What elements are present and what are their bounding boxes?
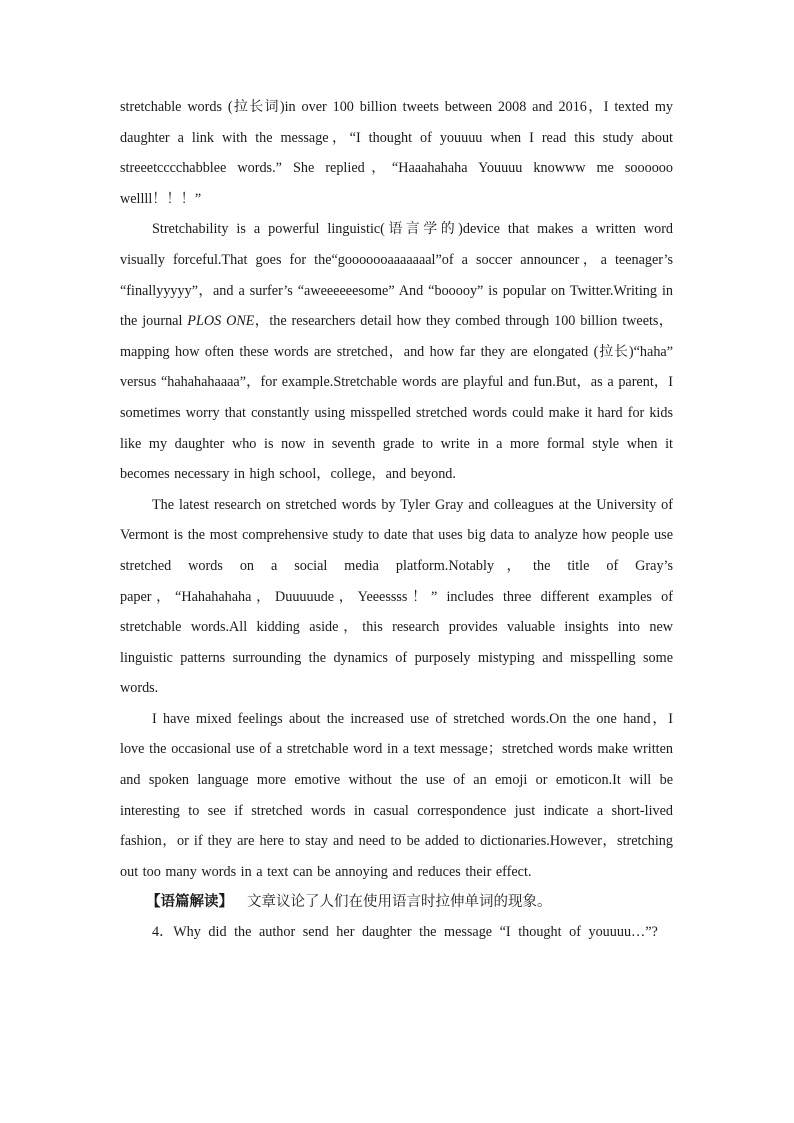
question-4: 4．Why did the author send her daughter the message “I thought of youuuu…”? [152,924,658,941]
chinese-gloss: 拉长 [598,343,629,360]
text-segment: )“haha” versus “hahahahaaaa”，for example.Stretchable words are playful and fun.But，as a parent，I sometimes worry that constantly using misspelled stretched words could make it hard for kids like my daughter who is now in seventh grade to write in a more formal style when it becomes necessary in high school，college，and beyond. [120,343,674,483]
text-segment: )device that makes a written word visually forceful.That goes for the“gooooooaaaaaaal”of a soccer announcer，a teenager’s “finallyyyyy”，and a surfer’s “aweeeeeesome” And “booooy” is popular on Twitter.Writing in the journal [120,221,674,330]
document-page [120,92,673,948]
passage [120,92,673,887]
text-segment: I have mixed feelings about the increased use of stretched words.On the one hand，I love the occasional use of a stretchable word in a text message；stretched words make written and spoken language more emotive without the use of an emoji or emoticon.It will be interesting to see if stretched words in casual correspondence just indicate a short-lived fashion，or if they are here to stay and need to be added to dictionaries.However，stretching out too many words in a text can be annoying and reduces their effect. [120,710,673,880]
passage-summary [120,887,673,917]
text-segment: stretchable words ( [120,99,233,115]
paragraph-2 [120,214,673,489]
paragraph-4 [120,704,673,888]
chinese-gloss: 拉长词 [232,99,280,115]
text-segment: Stretchability is a powerful linguistic( [152,221,385,238]
chinese-gloss: 语言学的 [384,221,459,238]
text-segment: ，the researchers detail how they combed through 100 billion tweets，mapping how often these words are stretched，and how far they are elongated ( [120,313,673,360]
summary-text: 文章议论了人们在使用语言时拉伸单词的现象。 [247,894,552,911]
paragraph-3 [120,490,673,704]
journal-name: PLOS ONE [187,313,255,330]
text-segment: The latest research on stretched words by Tyler Gray and colleagues at the University of Vermont is the most comprehensive study to date that uses big data to analyze how people use stretched words on a social media platform.Notably，the title of Gray’s paper，“Hahahahaha，Duuuuude，Yeeessss！” includes three different examples of stretchable words.All kidding aside，this research provides valuable insights into new linguistic patterns surrounding the dynamics of purposely mistyping and misspelling some words. [120,496,673,697]
paragraph-1 [120,92,673,214]
summary-tag: 【语篇解读】 [146,894,233,911]
text-segment: )in over 100 billion tweets between 2008 and 2016，I texted my daughter a link with the message，“I thought of youuuu when I read this study about streeetcccchabblee words.” She replied，“Haaahahaha Youuuu knowww me soooooo wellll！！！” [120,99,673,207]
